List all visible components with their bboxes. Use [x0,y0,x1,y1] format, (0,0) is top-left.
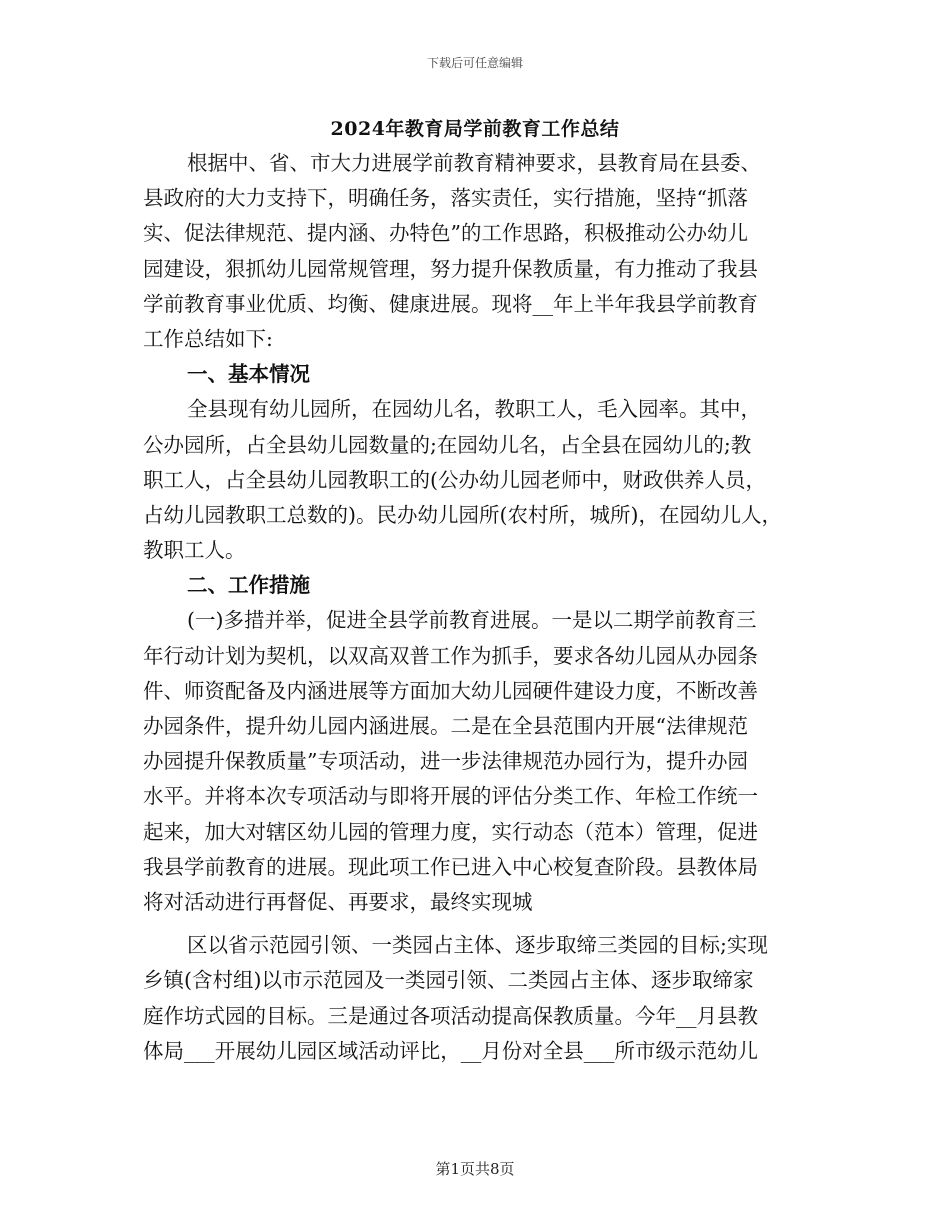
intro-line: 县政府的大力支持下，明确任务，落实责任，实行措施，坚持“抓落 [143,186,748,211]
section1-line: 教职工人。 [143,538,246,563]
section-heading-basic: 一、基本情况 [187,362,310,387]
header-note: 下载后可任意编辑 [426,56,523,70]
page-indicator: 第1页共8页 [435,1160,515,1178]
intro-line: 根据中、省、市大力进展学前教育精神要求，县教育局在县委、 [187,151,761,175]
section2-line: 办园提升保教质量”专项活动，进一步法律规范办园行为，提升办园 [143,749,748,774]
intro-line: 工作总结如下: [143,326,273,351]
section2-line: 办园条件，提升幼儿园内涵进展。二是在全县范围内开展“法律规范 [143,714,748,738]
section1-line: 占幼儿园教职工总数的)。民办幼儿园所(农村所，城所)，在园幼儿人， [143,502,782,527]
section1-line: 全县现有幼儿园所，在园幼儿名，教职工人，毛入园率。其中， [187,397,761,422]
section-heading-measures: 二、工作措施 [187,573,310,598]
section2-cont-line: 区以省示范园引领、一类园占主体、逐步取缔三类园的目标;实现 [187,933,768,958]
section2-line: 我县学前教育的进展。现此项工作已进入中心校复查阶段。县教体局 [143,854,758,879]
section2-cont-line: 体局___开展幼儿园区域活动评比，__月份对全县___所市级示范幼儿 [143,1038,758,1063]
section2-line: (一)多措并举，促进全县学前教育进展。一是以二期学前教育三 [187,608,757,633]
section1-line: 公办园所，占全县幼儿园数量的;在园幼儿名，占全县在园幼儿的;教 [143,432,752,457]
section1-line: 职工人，占全县幼儿园教职工的(公办幼儿园老师中，财政供养人员， [143,467,766,492]
document-body [143,146,815,1069]
intro-line: 园建设，狠抓幼儿园常规管理，努力提升保教质量，有力推动了我县 [143,256,758,281]
paragraph-gap [143,920,815,928]
section2-cont-line: 乡镇(含村组)以市示范园及一类园引领、二类园占主体、逐步取缔家 [143,968,754,993]
section2-line: 将对活动进行再督促、再要求，最终实现城 [143,889,533,914]
section2-line: 件、师资配备及内涵进展等方面加大幼儿园硬件建设力度，不断改善 [143,678,758,703]
document-title: 2024年教育局学前教育工作总结 [330,118,620,140]
intro-line: 学前教育事业优质、均衡、健康进展。现将__年上半年我县学前教育 [143,291,758,316]
section2-line: 起来，加大对辖区幼儿园的管理力度，实行动态（范本）管理，促进 [143,819,758,844]
section2-line: 年行动计划为契机，以双高双普工作为抓手，要求各幼儿园从办园条 [143,643,758,668]
intro-line: 实、促法律规范、提内涵、办特色”的工作思路，积极推动公办幼儿 [143,221,748,246]
section2-line: 水平。并将本次专项活动与即将开展的评估分类工作、年检工作统一 [143,784,758,809]
section2-cont-line: 庭作坊式园的目标。三是通过各项活动提高保教质量。今年__月县教 [143,1003,758,1028]
